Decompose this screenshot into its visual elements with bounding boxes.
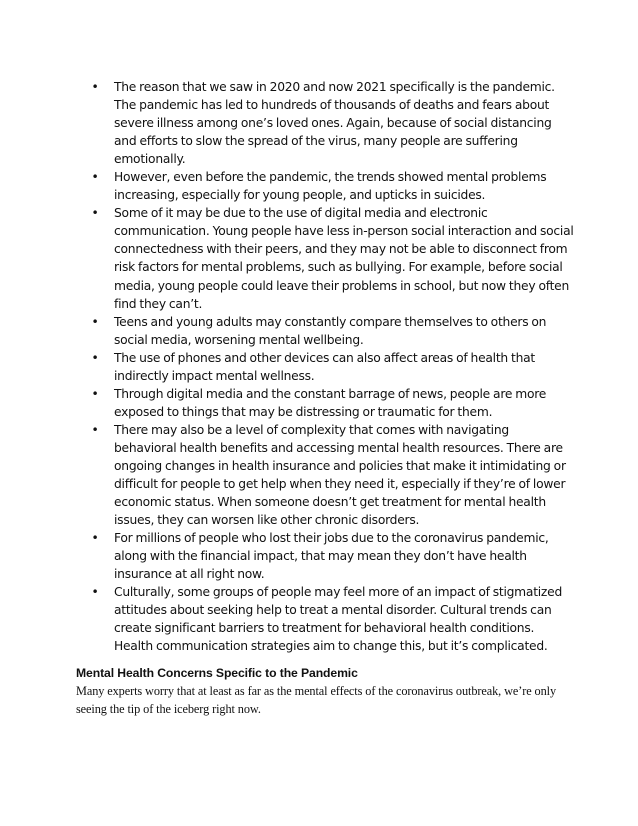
bullet-item — [89, 583, 574, 655]
bullet-dot-icon: • — [91, 80, 99, 94]
bullet-item — [89, 78, 574, 168]
bullet-dot-icon: • — [91, 422, 99, 437]
bullet-dot-icon: • — [91, 350, 99, 365]
bullet-item — [89, 168, 574, 204]
bullet-dot-icon: • — [91, 206, 99, 221]
bullet-list — [89, 78, 574, 656]
section-paragraph: Many experts worry that at least as far as the mental effects of the coronavirus outbreak, we’re only seeing the tip of the iceberg right now. — [76, 684, 556, 716]
bullet-text: The reason that we saw in 2020 and now 2021 specifically is the pandemic. The pandemic has led to hundreds of thousands of deaths and fears about severe illness among one’s loved ones. Again, because of social distancing and efforts to slow the spread of the virus, many people are suffering emotionally. — [114, 80, 555, 167]
bullet-item — [89, 385, 574, 421]
bullet-dot-icon: • — [91, 170, 99, 185]
bullet-dot-icon: • — [91, 585, 99, 600]
bullet-dot-icon: • — [91, 386, 99, 401]
bullet-text: For millions of people who lost their jobs due to the coronavirus pandemic, along with the financial impact, that may mean they don’t have health insurance at all right now. — [114, 531, 549, 582]
bullet-item — [89, 313, 574, 349]
bullet-dot-icon: • — [91, 314, 99, 329]
bullet-dot-icon: • — [91, 531, 99, 546]
bullet-item — [89, 529, 574, 583]
bullet-text: There may also be a level of complexity that comes with navigating behavioral health benefits and accessing mental health resources. There are ongoing changes in health insurance and policies that make it intimidating or difficult for people to get help when they need it, especially if they’re of lower economic status. When someone doesn’t get treatment for mental health issues, they can worsen like other chronic disorders. — [114, 422, 566, 528]
bullet-text: Culturally, some groups of people may feel more of an impact of stigmatized attitudes about seeking help to treat a mental disorder. Cultural trends can create significant barriers to treatment for behavioral health conditions. Health communication strategies aim to change this, but it’s complicated. — [114, 585, 563, 654]
bullet-item — [89, 421, 574, 529]
bullet-text: However, even before the pandemic, the trends showed mental problems increasing, especially for young people, and upticks in suicides. — [114, 170, 547, 203]
bullet-text: The use of phones and other devices can also affect areas of health that indirectly impact mental wellness. — [114, 350, 535, 383]
section-heading: Mental Health Concerns Specific to the Pandemic — [76, 666, 358, 680]
bullet-text: Through digital media and the constant barrage of news, people are more exposed to things that may be distressing or traumatic for them. — [114, 386, 547, 419]
bullet-item — [89, 204, 574, 312]
bullet-text: Teens and young adults may constantly compare themselves to others on social media, worsening mental wellbeing. — [114, 314, 547, 347]
bullet-item — [89, 349, 574, 385]
bullet-text: Some of it may be due to the use of digital media and electronic communication. Young people have less in-person social interaction and social connectedness with their peers, and they may not be able to disconnect from risk factors for mental problems, such as bullying. For example, before social media, young people could leave their problems in school, but now they often find they can’t. — [114, 206, 574, 311]
